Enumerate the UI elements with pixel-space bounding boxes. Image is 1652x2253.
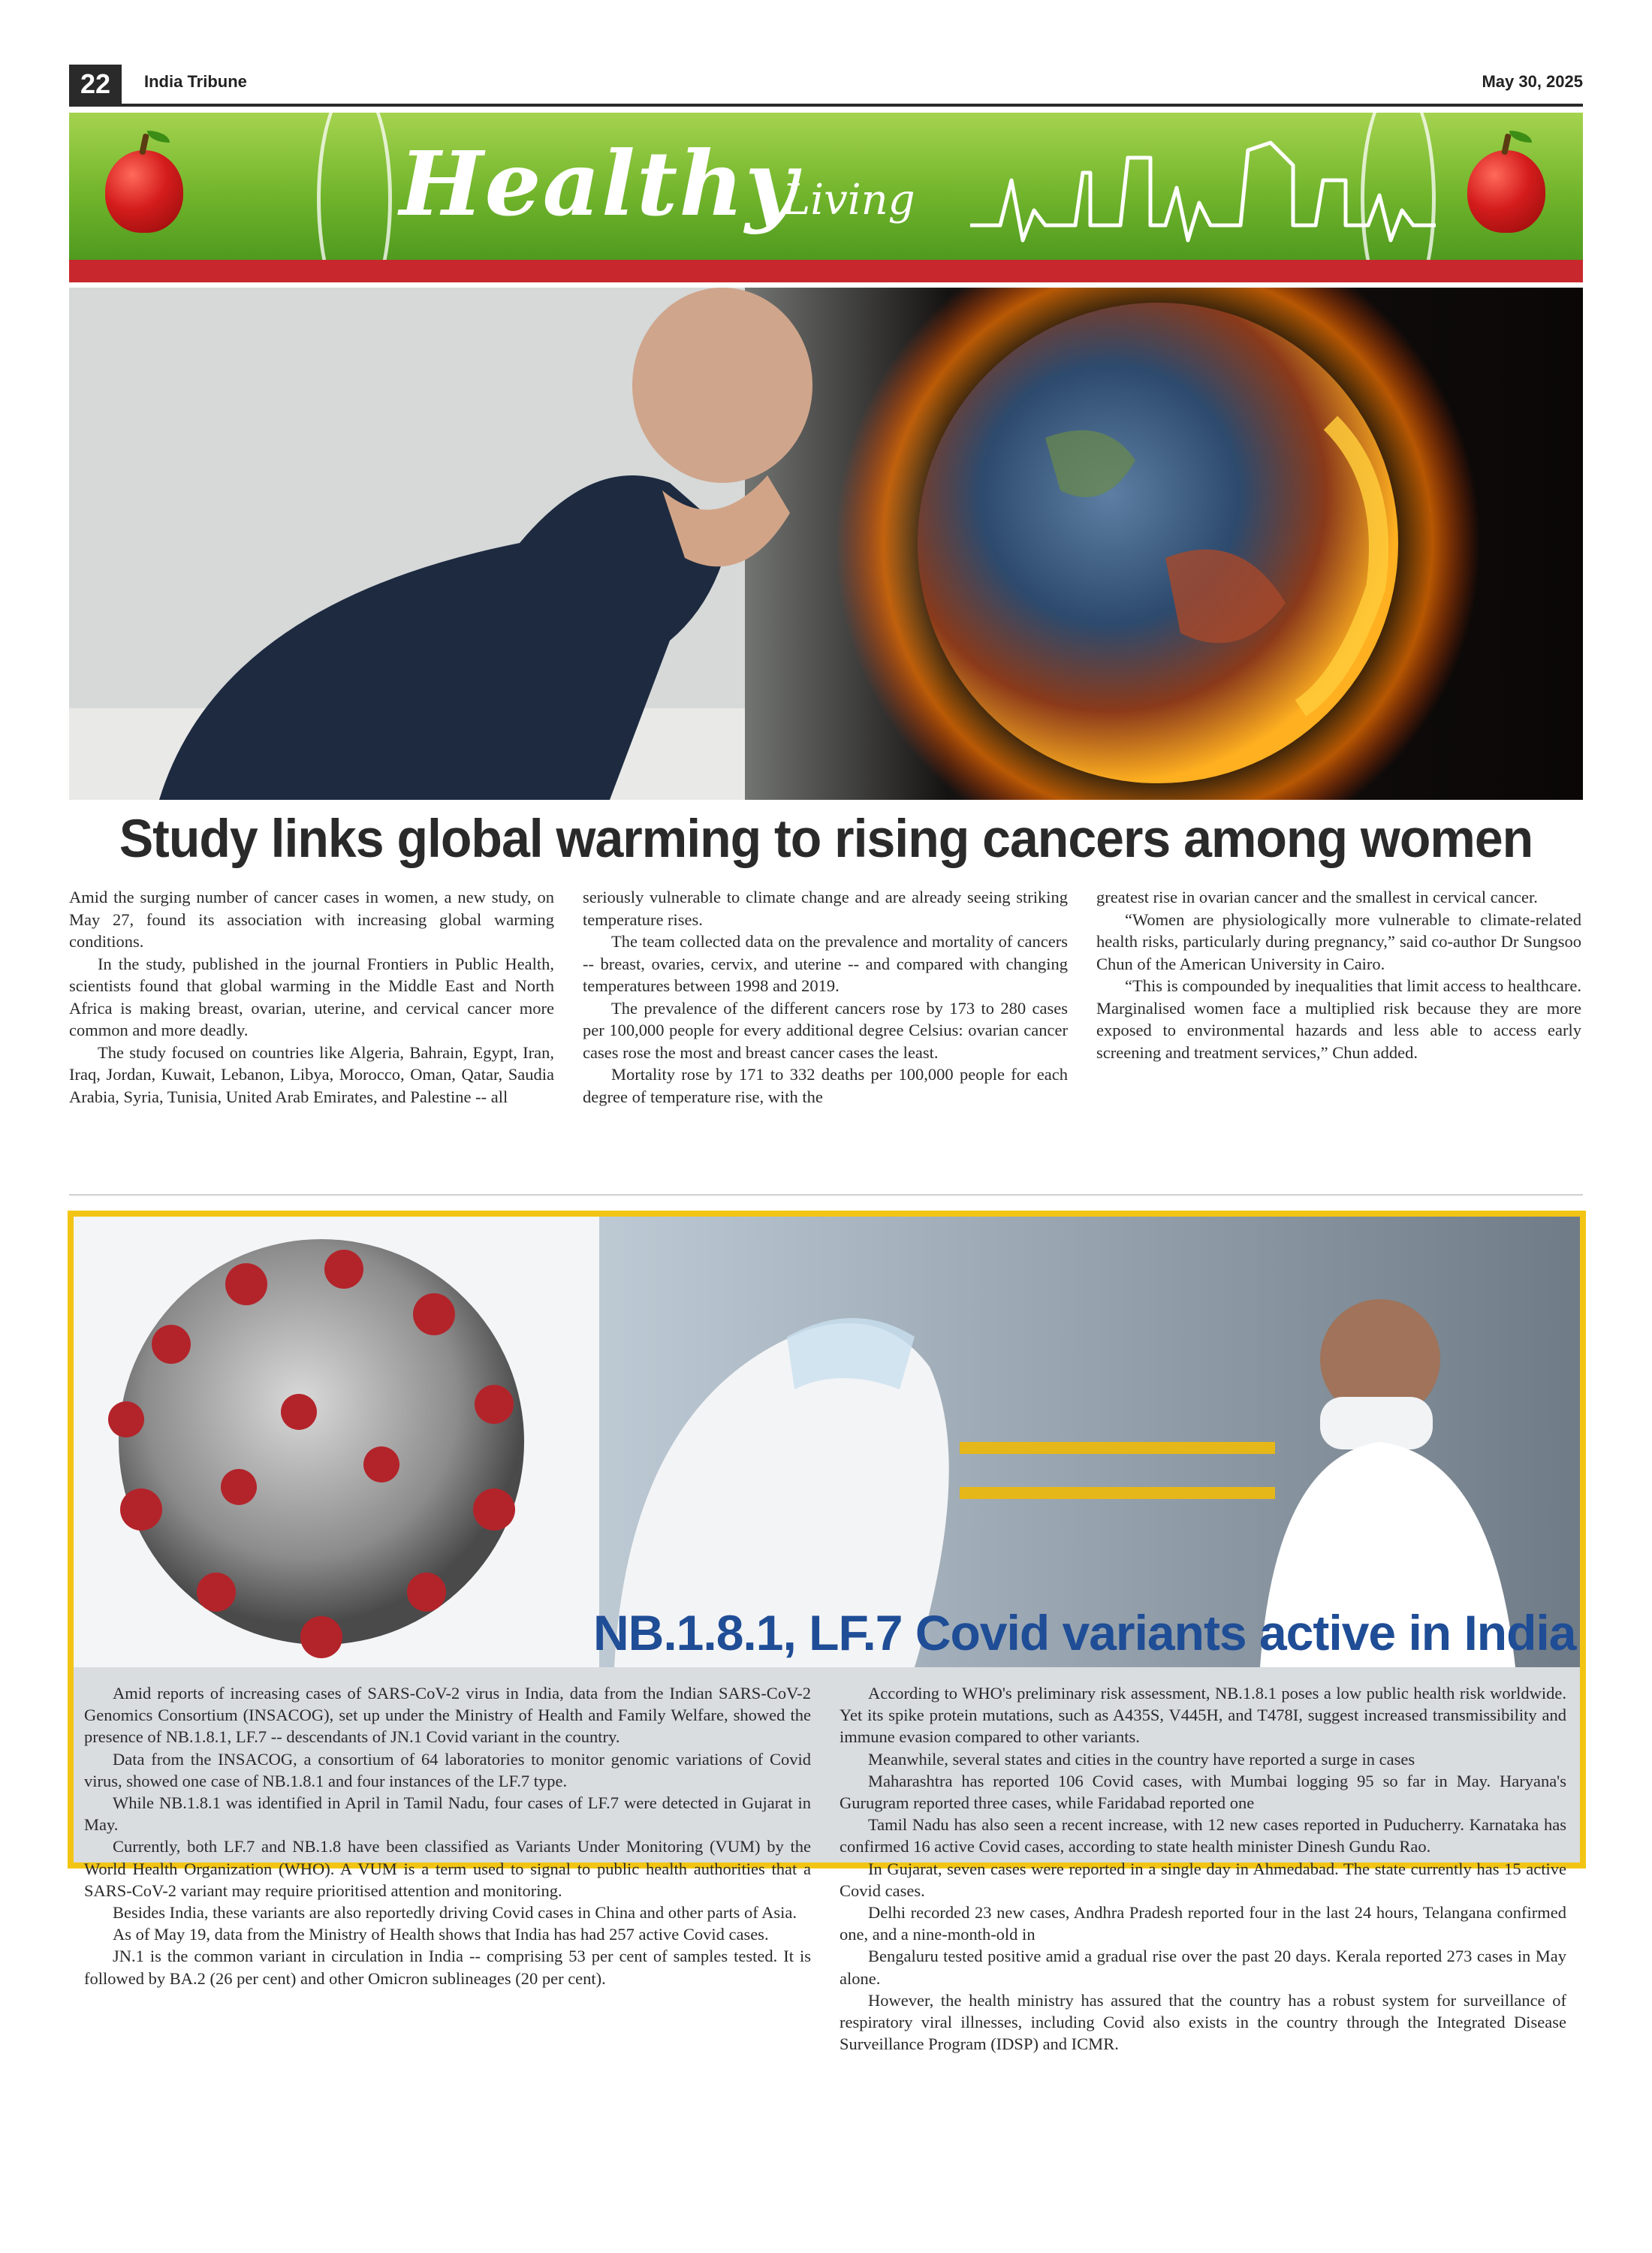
woman-and-burning-earth-illustration (69, 288, 1583, 800)
paragraph: JN.1 is the common variant in circulation in India -- comprising 53 per cent of samples tested. It is followed by BA.2 (26 per cent) and other Omicron sublineages (20 per cent). (84, 1947, 811, 1988)
paragraph: In Gujarat, seven cases were reported in a single day in Ahmedabad. The state currently has 15 active Covid cases. (840, 1859, 1566, 1900)
paragraph: However, the health ministry has assured that the country has a robust system for surveillance of respiratory viral illnesses, including Covid also exists in the country through the Integrated Disease Surveillance Program (IDSP) and ICMR. (840, 1990, 1566, 2054)
paragraph: greatest rise in ovarian cancer and the smallest in cervical cancer. (1096, 888, 1538, 906)
paragraph: According to WHO's preliminary risk assessment, NB.1.8.1 poses a low public health risk worldwide. Yet its spike protein mutations, such as A435S, V445H, and T478I, suggest increased transmissibility and immune evasion compared to other variants. (840, 1684, 1566, 1747)
article-column (84, 1682, 811, 1989)
section-banner (69, 113, 1583, 260)
paragraph: Besides India, these variants are also reportedly driving Covid cases in China and other parts of Asia. (113, 1903, 797, 1923)
apple-icon (1467, 150, 1545, 233)
banner-subtitle: Living (782, 176, 915, 225)
paragraph: As of May 19, data from the Ministry of Health shows that India has had 257 active Covid cases. (113, 1925, 769, 1944)
article-column (69, 886, 554, 1108)
paragraph: The study focused on countries like Algeria, Bahrain, Egypt, Iran, Iraq, Jordan, Kuwait, Lebanon, Libya, Morocco, Oman, Qatar, Saudia Arabia, Syria, Tunisia, United Arab Emirates, and Palestine -- all (69, 1042, 554, 1106)
apple-icon (105, 150, 183, 233)
decorative-swirl (317, 113, 392, 260)
paragraph: Mortality rose by 171 to 332 deaths per 100,000 people for each degree of temperature rise, with the (583, 1065, 1068, 1106)
heartbeat-skyline-icon (970, 128, 1436, 255)
page-number: 22 (69, 65, 122, 104)
paragraph: Maharashtra has reported 106 Covid cases, with Mumbai logging 95 so far in May. Haryana's Gurugram reported three cases, while Faridabad reported one (840, 1771, 1566, 1813)
section-divider (69, 1194, 1583, 1196)
paragraph: Currently, both LF.7 and NB.1.8 have been classified as Variants Under Monitoring (VUM) by the World Health Organization (WHO). A VUM is a term used to signal to public health authorities that a SARS-CoV-2 variant may require prioritised attention and monitoring. (84, 1837, 811, 1900)
paragraph: The team collected data on the prevalence and mortality of cancers -- breast, ovaries, cervix, and uterine -- and compared with changing temperatures between 1998 and 2019. (583, 932, 1068, 995)
paragraph: “This is compounded by inequalities that limit access to healthcare. Marginalised women face a multiplied risk because they are more exposed to environmental hazards and less able to access early screening and treatment services,” Chun added. (1096, 976, 1581, 1062)
article-column (1096, 886, 1581, 1063)
paragraph: While NB.1.8.1 was identified in April in Tamil Nadu, four cases of LF.7 were detected in Gujarat in May. (84, 1793, 811, 1835)
article-headline: NB.1.8.1, LF.7 Covid variants active in India (593, 1605, 1576, 1660)
paragraph: Meanwhile, several states and cities in the country have reported a surge in cases (868, 1749, 1415, 1769)
header-rule (69, 104, 1583, 107)
article-headline: Study links global warming to rising cancers among women (119, 809, 1533, 869)
banner-red-strip (69, 260, 1583, 282)
covid-testing-illustration (74, 1217, 1580, 1667)
paragraph: In the study, published in the journal Frontiers in Public Health, scientists found that global warming in the Middle East and North Africa is making breast, ovarian, uterine, and cervical cancer more common and more deadly. (69, 954, 554, 1039)
paragraph: “Women are physiologically more vulnerable to climate-related health risks, particularly during pregnancy,” said co-author Dr Sungsoo Chun of the American University in Cairo. (1096, 909, 1581, 973)
issue-date: May 30, 2025 (1482, 72, 1583, 91)
paragraph: seriously vulnerable to climate change and are already seeing striking temperature rises. (583, 888, 1068, 929)
article-column (840, 1682, 1566, 2055)
paragraph: Amid the surging number of cancer cases in women, a new study, on May 27, found its association with increasing global warming conditions. (69, 888, 554, 951)
paragraph: Data from the INSACOG, a consortium of 64 laboratories to monitor genomic variations of Covid virus, showed one case of NB.1.8.1 and four instances of the LF.7 type. (84, 1749, 811, 1790)
hero-image (69, 288, 1583, 800)
publication-name: India Tribune (144, 72, 247, 91)
paragraph: Amid reports of increasing cases of SARS-CoV-2 virus in India, data from the Indian SARS-CoV-2 Genomics Consortium (INSACOG), set up under the Ministry of Health and Family Welfare, showed the presence of NB.1.8.1, LF.7 -- descendants of JN.1 Covid variant in the country. (84, 1684, 811, 1747)
article-column (583, 886, 1068, 1108)
paragraph: The prevalence of the different cancers rose by 173 to 280 cases per 100,000 people for every additional degree Celsius: ovarian cancer cases rose the most and breast cancer cases the least. (583, 998, 1068, 1062)
banner-title: Healthy (399, 131, 798, 236)
paragraph: Delhi recorded 23 new cases, Andhra Pradesh reported four in the last 24 hours, Telangana confirmed one, and a nine-month-old in (840, 1903, 1566, 1944)
paragraph: Bengaluru tested positive amid a gradual rise over the past 20 days. Kerala reported 273 cases in May alone. (840, 1947, 1566, 1988)
paragraph: Tamil Nadu has also seen a recent increase, with 12 new cases reported in Puducherry. Karnataka has confirmed 16 active Covid cases, according to state health minister Dinesh Gundu Rao. (840, 1815, 1566, 1856)
